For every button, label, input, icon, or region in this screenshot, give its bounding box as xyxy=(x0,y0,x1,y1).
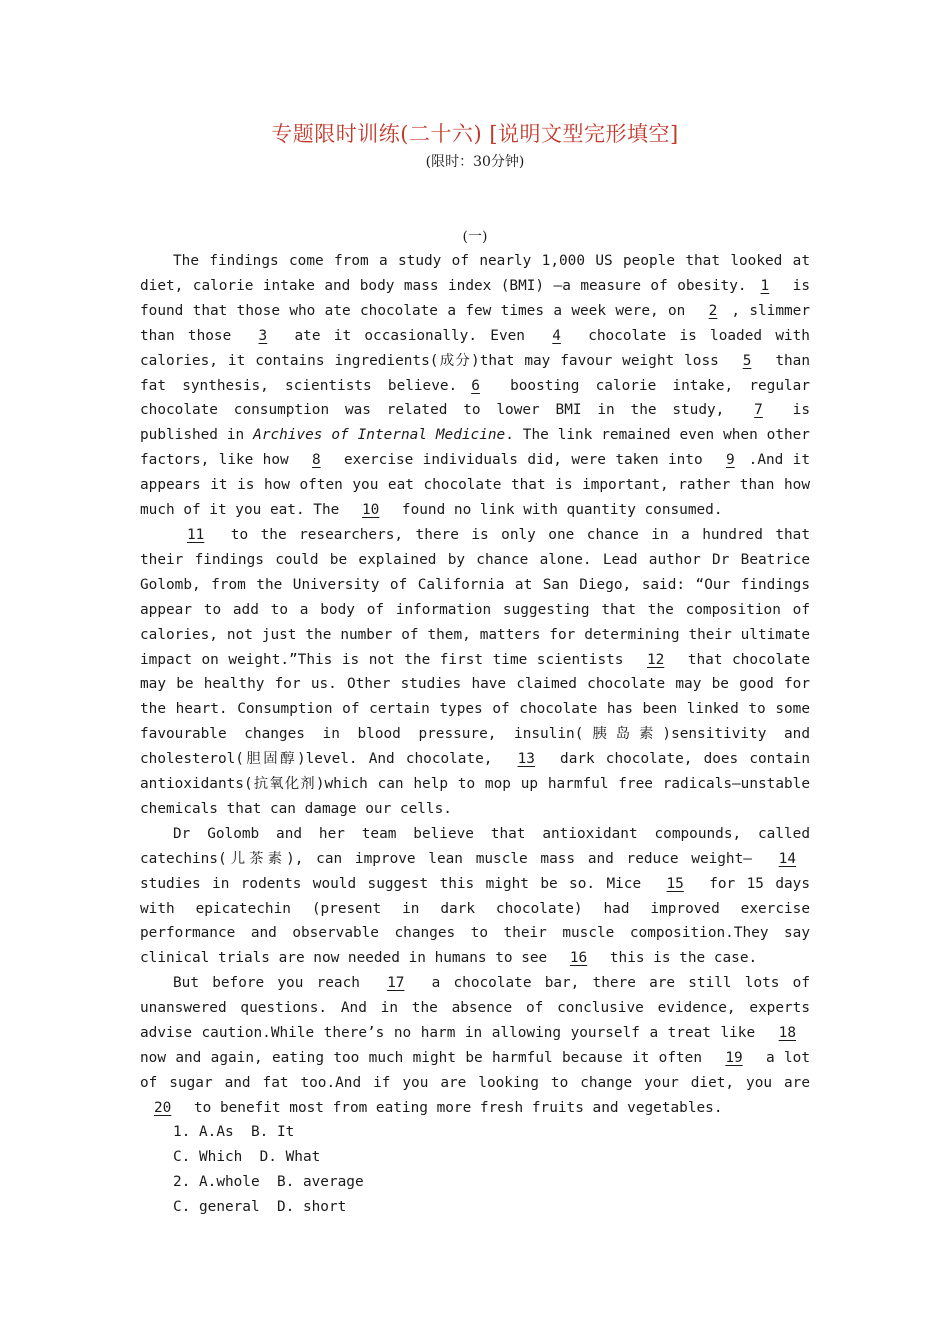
paragraph-1: The findings come from a study of nearly 1,000 US people that looked at diet, calorie intake and body mass index (BMI) —a measure of obesity. 1 is found that those who ate chocolate a few times a week were, on 2 , slimmer than those 3 ate it occasionally. Even 4 chocolate is loaded with calories, it contains ingredients(成分)that may favour weight loss 5 than fat synthesis, scientists believe. 6 boosting calorie intake, regular chocolate consumption was related to lower BMI in the study, 7 is published in Archives of Internal Medicine. The link remained even when other factors, like how 8 exercise individuals did, were taken into 9 .And it appears it is how often you eat chocolate that is important, rather than how much of it you eat. The 10 found no link with quantity consumed. xyxy=(140,249,810,523)
blank-13: 13 xyxy=(517,751,535,768)
paragraph-4: But before you reach 17 a chocolate bar, there are still lots of unanswered questions. And in the absence of conclusive evidence, experts advise caution.While there’s no harm in allowing yourself a treat like 18 now and again, eating too much might be harmful because it often 19 a lot of sugar and fat too.And if you are looking to change your diet, you are 20 to benefit most from eating more fresh fruits and vegetables. xyxy=(140,971,810,1120)
blank-3: 3 xyxy=(258,327,268,344)
section-label: (一) xyxy=(462,229,488,245)
page-title: 专题限时训练(二十六) [说明文型完形填空] xyxy=(271,122,679,146)
paragraph-3: Dr Golomb and her team believe that antioxidant compounds, called catechins(儿茶素), can improve lean muscle mass and reduce weight— 14 studies in rodents would suggest this might be so. Mice 15 for 15 days with epicatechin (present in dark chocolate) had improved exercise performance and observable changes to their muscle composition.They say clinical trials are now needed in humans to see 16 this is the case. xyxy=(140,822,810,971)
blank-7: 7 xyxy=(754,402,763,419)
blank-19: 19 xyxy=(725,1050,743,1066)
blank-6: 6 xyxy=(471,377,480,394)
option-line: 1. A.As B. It xyxy=(173,1124,295,1140)
blank-4: 4 xyxy=(552,327,561,344)
blank-12: 12 xyxy=(646,651,665,668)
blank-2: 2 xyxy=(708,302,718,319)
blank-11: 11 xyxy=(187,526,205,543)
blank-17: 17 xyxy=(387,975,405,992)
blank-9: 9 xyxy=(725,452,735,469)
blank-10: 10 xyxy=(361,502,380,519)
passage xyxy=(140,249,810,1121)
blank-1: 1 xyxy=(760,277,770,294)
time-limit: (限时：30分钟) xyxy=(425,154,525,170)
blank-18: 18 xyxy=(778,1025,796,1042)
answer-options xyxy=(173,1120,364,1220)
paragraph-2: 11 to the researchers, there is only one chance in a hundred that their findings could be explained by chance alone. Lead author Dr Beatrice Golomb, from the University of California at San Diego, said: “Our findings appear to add to a body of information suggesting that the composition of calories, not just the number of them, matters for determining their ultimate impact on weight.”This is not the first time scientists 12 that chocolate may be healthy for us. Other studies have claimed chocolate may be good for the heart. Consumption of certain types of chocolate has been linked to some favourable changes in blood pressure, insulin(胰岛素)sensitivity and cholesterol(胆固醇)level. And chocolate, 13 dark chocolate, does contain antioxidants(抗氧化剂)which can help to mop up harmful free radicals—unstable chemicals that can damage our cells. xyxy=(140,523,810,822)
blank-20: 20 xyxy=(154,1099,172,1116)
blank-8: 8 xyxy=(312,452,321,469)
option-line: C. general D. short xyxy=(173,1198,347,1215)
journal-name: Archives of Internal Medicine xyxy=(253,427,506,444)
option-line: 2. A.whole B. average xyxy=(173,1173,364,1190)
blank-14: 14 xyxy=(778,850,796,867)
option-line: C. Which D. What xyxy=(173,1148,321,1165)
blank-15: 15 xyxy=(666,875,684,892)
blank-16: 16 xyxy=(569,950,588,967)
blank-5: 5 xyxy=(742,352,752,369)
